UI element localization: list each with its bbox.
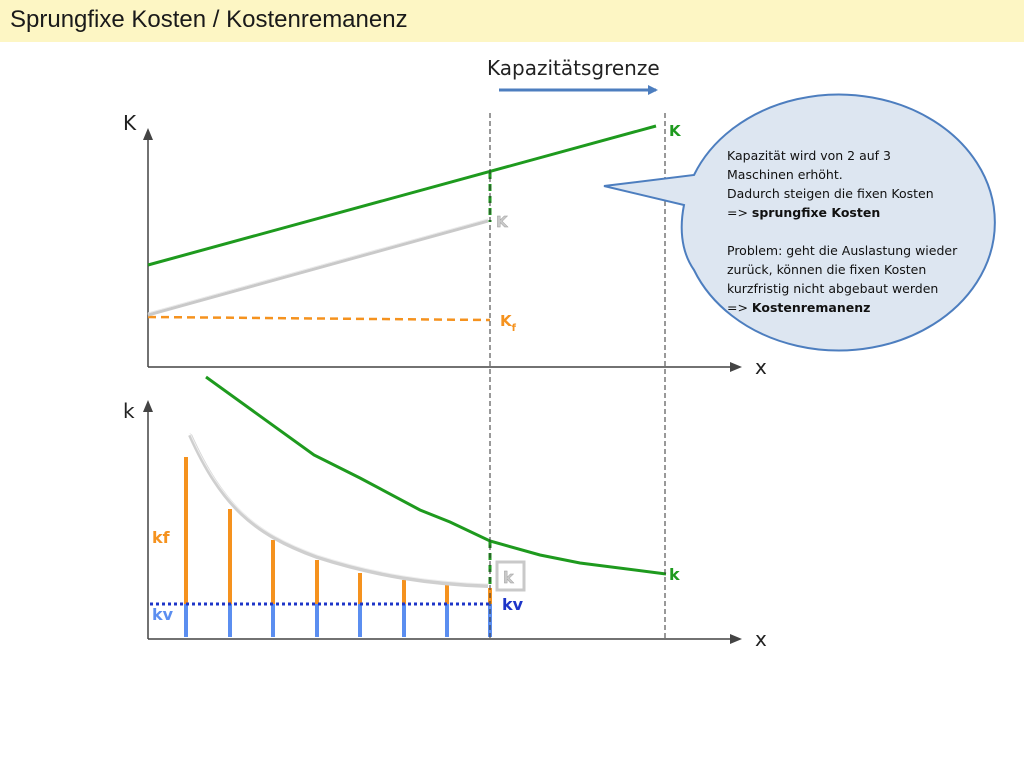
callout-line: zurück, können die fixen Kosten (727, 262, 927, 277)
unit-cost-old-label: k (503, 568, 514, 587)
top-y-axis-label: K (123, 111, 137, 135)
kv-label-right: kv (502, 595, 524, 614)
fixed-cost-line (148, 317, 490, 320)
total-cost-old-line-highlight (148, 219, 488, 313)
bottom-y-axis-arrowhead (143, 400, 153, 412)
total-cost-old-line (148, 221, 488, 315)
callout-line: kurzfristig nicht abgebaut werden (727, 281, 939, 296)
callout-line (727, 203, 987, 222)
callout-prefix: => (727, 300, 752, 315)
callout-line: Kapazität wird von 2 auf 3 (727, 148, 892, 163)
bottom-x-axis-arrowhead (730, 634, 742, 644)
kf-label: kf (152, 528, 170, 547)
total-cost-new-label: K (669, 122, 681, 140)
callout-emphasis: sprungfixe Kosten (751, 205, 881, 220)
unit-cost-new-label: k (669, 565, 680, 584)
callout-line: Problem: geht die Auslastung wieder (727, 243, 958, 258)
callout-line (727, 298, 987, 317)
callout-line: Maschinen erhöht. (727, 167, 843, 182)
fixed-cost-label: $K_f$ (500, 312, 516, 334)
slide-title: Sprungfixe Kosten / Kostenremanenz (10, 6, 408, 33)
total-cost-old-label: K (496, 213, 508, 231)
top-x-axis-label: x (755, 355, 767, 379)
capacity-label: Kapazitätsgrenze (487, 56, 660, 80)
bottom-y-axis-label: k (123, 399, 135, 423)
callout-emphasis: Kostenremanenz (751, 300, 871, 315)
callout-spacer (727, 222, 987, 241)
top-y-axis-arrowhead (143, 128, 153, 140)
callout-line: Dadurch steigen die fixen Kosten (727, 186, 934, 201)
callout-text (727, 146, 987, 317)
unit-cost-old-curve (190, 435, 488, 586)
callout-prefix: => (727, 205, 752, 220)
kv-label-left: kv (152, 605, 174, 624)
top-x-axis-arrowhead (730, 362, 742, 372)
bottom-x-axis-label: x (755, 627, 767, 651)
